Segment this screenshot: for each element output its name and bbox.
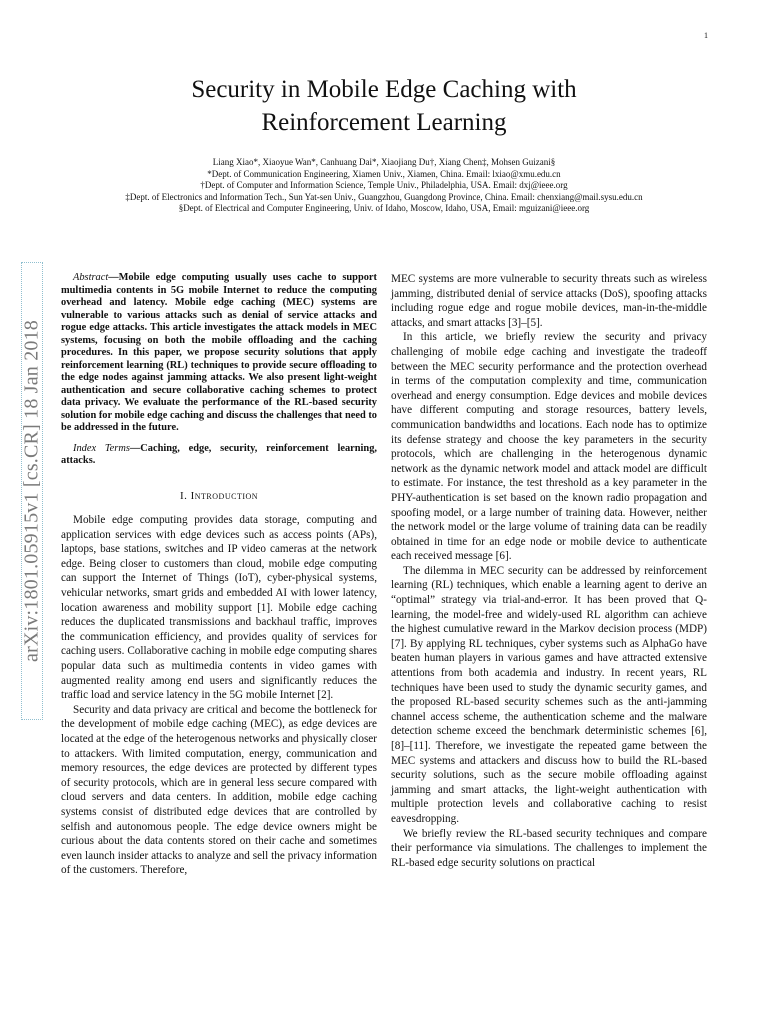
author-names: Liang Xiao*, Xiaoyue Wan*, Canhuang Dai*, Xiaojiang Du†, Xiang Chen‡, Mohsen Guizani§ [212, 157, 556, 167]
paper-title [60, 73, 708, 139]
title-line-2: Reinforcement Learning [261, 109, 507, 136]
affiliation-1: *Dept. of Communication Engineering, Xiamen Univ., Xiamen, China. Email: lxiao@xmu.edu.cn [207, 168, 561, 179]
intro-paragraph-1: Mobile edge computing provides data storage, computing and application services with edge devices such as access points (APs), laptops, base stations, switches and IP video cameras at the network edge. Being closer to customers than cloud, mobile edge computing can support the Internet of Things (IoT), cyber-physical systems, vehicular networks, smart grids and embedded AI with lower latency, location awareness and mobility support [1]. Mobile edge caching reduces the duplicated transmissions and backhaul traffic, improves the communication efficiency, and provides quality of services for caching users. Collaborative caching in mobile edge computing shares popular data such as multimedia contents in video games with augmented reality among end users and significantly reduces the traffic load and service latency in the 5G mobile Internet [2]. [61, 514, 377, 702]
arxiv-stamp [21, 262, 43, 720]
section-heading [61, 489, 377, 504]
affiliation-4: §Dept. of Electrical and Computer Engineering, Univ. of Idaho, Moscow, Idaho, USA, Email: mguizani@ieee.org [178, 203, 590, 213]
page-number: 1 [704, 31, 708, 40]
index-terms-label: Index Terms [73, 442, 130, 454]
affiliation-2: †Dept. of Computer and Information Science, Temple Univ., Philadelphia, USA. Email: dxj@ieee.org [200, 180, 568, 190]
affiliation-3: ‡Dept. of Electronics and Information Tech., Sun Yat-sen Univ., Guangzhou, Guangdong Province, China. Email: chenxiang@mail.sysu.edu.cn [125, 191, 643, 202]
index-terms [61, 443, 377, 468]
section-number: I. [179, 489, 188, 502]
right-column [391, 272, 707, 870]
index-terms-text: —Caching, edge, security, reinforcement learning, attacks. [61, 442, 378, 466]
abstract [61, 272, 377, 435]
author-block [60, 157, 708, 215]
intro-paragraph-4: In this article, we briefly review the security and privacy challenging of mobile edge caching and investigate the tradeoff between the MEC security performance and the protection overhead in terms of the computation complexity and time, communication overhead and energy consumption. Edge devices and mobile devices have different computing and storage resources, battery levels, communication bandwidths and locations. Each node has to optimize its defense strategy and choose the key parameters in the security protocols, which are challenging in the heterogenous dynamic network as the dynamic network model and attack model are difficult to estimate. For instance, the test threshold as a key parameter in the PHY-authentication is set based on the known radio propagation and spoofing model, or a large number of training data. However, neither the network model or the large volume of training data can be readily obtained in time for an edge node or mobile device to authenticate each received message [6]. [391, 331, 707, 563]
abstract-label: Abstract [73, 272, 109, 283]
abstract-text: —Mobile edge computing usually uses cache to support multimedia contents in 5G mobile Internet to reduce the computing overhead and latency. Mobile edge caching (MEC) systems are vulnerable to various attacks such as denial of service attacks and rogue edge attacks. This article investigates the attack models in MEC systems, focusing on both the mobile offloading and the caching procedures. In this paper, we propose security solutions that apply reinforcement learning (RL) techniques to provide secure offloading to the edge nodes against jamming attacks. We also present light-weight authentication and secure collaborative caching schemes to protect data privacy. We evaluate the performance of the RL-based security solution for mobile edge caching and discuss the challenges that need to be addressed in the future. [61, 272, 377, 433]
section-name: Introduction [190, 489, 259, 502]
intro-paragraph-2: Security and data privacy are critical and become the bottleneck for the development of mobile edge caching (MEC), as edge devices are located at the edge of the heterogenous networks and physically closer to attackers. With limited computation, energy, communication and memory resources, the edge devices are protected by different types of security protocols, which are in general less secure compared with cloud servers and data centers. In addition, mobile edge caching systems consist of distributed edge devices that are controlled by selfish and autonomous people. The edge device owners might be curious about the data contents stored on their cache and sometimes even launch insider attacks to analyze and sell the privacy information of the customers. Therefore, [61, 703, 377, 877]
intro-paragraph-3: MEC systems are more vulnerable to security threats such as wireless jamming, distributed denial of service attacks (DoS), spoofing attacks including rogue edge and rogue mobile devices, man-in-the-middle attacks, and smart attacks [3]–[5]. [391, 273, 707, 329]
intro-paragraph-5: The dilemma in MEC security can be addressed by reinforcement learning (RL) techniques, which enable a learning agent to derive an “optimal” strategy via trial-and-error. It has been proved that Q-learning, the model-free and widely-used RL algorithm can achieve the highest cumulative reward in the Markov decision process (MDP) [7]. By applying RL techniques, cyber systems such as AlphaGo have beaten human players in various games and have attracted extensive attentions from both academia and industry. In recent years, RL techniques have been used to study the dynamic security games, and the proposed RL-based security schemes such as the anti-jamming channel access scheme, the authentication scheme and the malware detection scheme exceed the benchmark deterministic schemes [6], [8]–[11]. Therefore, we investigate the repeated game between the MEC systems and attackers and discuss how to build the RL-based security solutions, such as the secure mobile offloading against jamming and smart attacks, the light-weight authentication with multiple protection levels and collaborative caching to resist eavesdropping. [391, 564, 707, 825]
arxiv-identifier: arXiv:1801.05915v1 [cs.CR] 18 Jan 2018 [20, 319, 43, 663]
left-column [61, 272, 377, 878]
intro-paragraph-6: We briefly review the RL-based security techniques and compare their performance via simulations. The challenges to implement the RL-based edge security solutions on practical [391, 827, 707, 869]
title-line-1: Security in Mobile Edge Caching with [191, 76, 577, 103]
